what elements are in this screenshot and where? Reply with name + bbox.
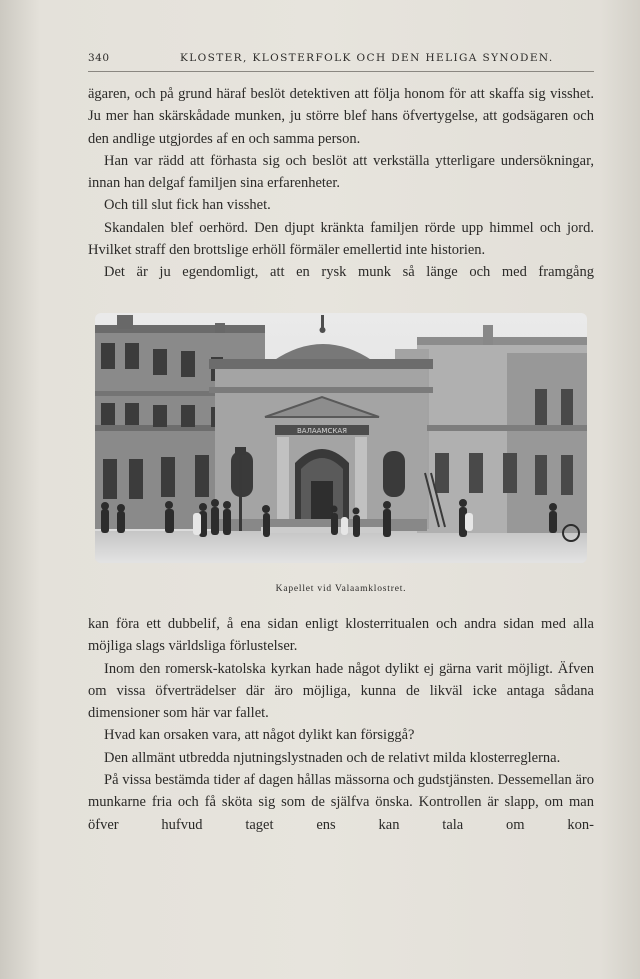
paragraph: Han var rädd att förhasta sig och beslöt att verkställa ytterligare undersökningar, innan han delgaf familjen sina erfarenheter. [88, 152, 594, 192]
header-rule [88, 71, 594, 72]
chapel-photograph [95, 313, 587, 563]
paragraph: ägaren, och på grund häraf beslöt detektiven att följa honom för att skaffa sig visshet. Ju mer han skärskådade munken, ju större blef hans öfvertygelse, att godsägaren och den andlige utgjordes af en och samma person. [88, 86, 594, 147]
paragraph: Och till slut fick han visshet. [104, 197, 271, 214]
paragraph: På vissa bestämda tider af dagen hållas mässorna och gudstjänsten. Dessemellan äro munkarne fria och få sköta sig som de själfva önska. Kontrollen är slapp, om man öfver hufvud taget ens kan tala om kon- [88, 772, 594, 833]
paragraph: Hvad kan orsaken vara, att något dylikt kan försiggå? [104, 727, 415, 744]
paragraph: Den allmänt utbredda njutningslystnaden och de relativt milda klosterreglerna. [104, 749, 561, 766]
body-text-top [88, 83, 594, 284]
page-number: 340 [88, 52, 110, 64]
chapel-sign: ВАЛААМСКАЯ [297, 427, 347, 435]
paragraph: Det är ju egendomligt, att en rysk munk så länge och med framgång [104, 264, 594, 281]
running-title: KLOSTER, KLOSTERFOLK OCH DEN HELIGA SYNODEN. [180, 52, 554, 64]
paragraph: kan föra ett dubbelif, å ena sidan enligt klosterritualen och andra sidan med alla möjliga slags världsliga förlustelser. [88, 616, 594, 655]
body-text-bottom [88, 613, 594, 836]
paragraph: Skandalen blef oerhörd. Den djupt kränkta familjen rörde upp himmel och jord. Hvilket straff den brottslige erhöll förmäler emellertid inte historien. [88, 219, 594, 259]
paragraph: Inom den romersk-katolska kyrkan hade något dylikt ej gärna varit möjligt. Äfven om vissa öfverträdelser där äro möjliga, kunna de likväl icke antaga sådana dimensioner som här var fallet. [88, 660, 594, 722]
figure-caption: Kapellet vid Valaamklostret. [275, 584, 407, 594]
